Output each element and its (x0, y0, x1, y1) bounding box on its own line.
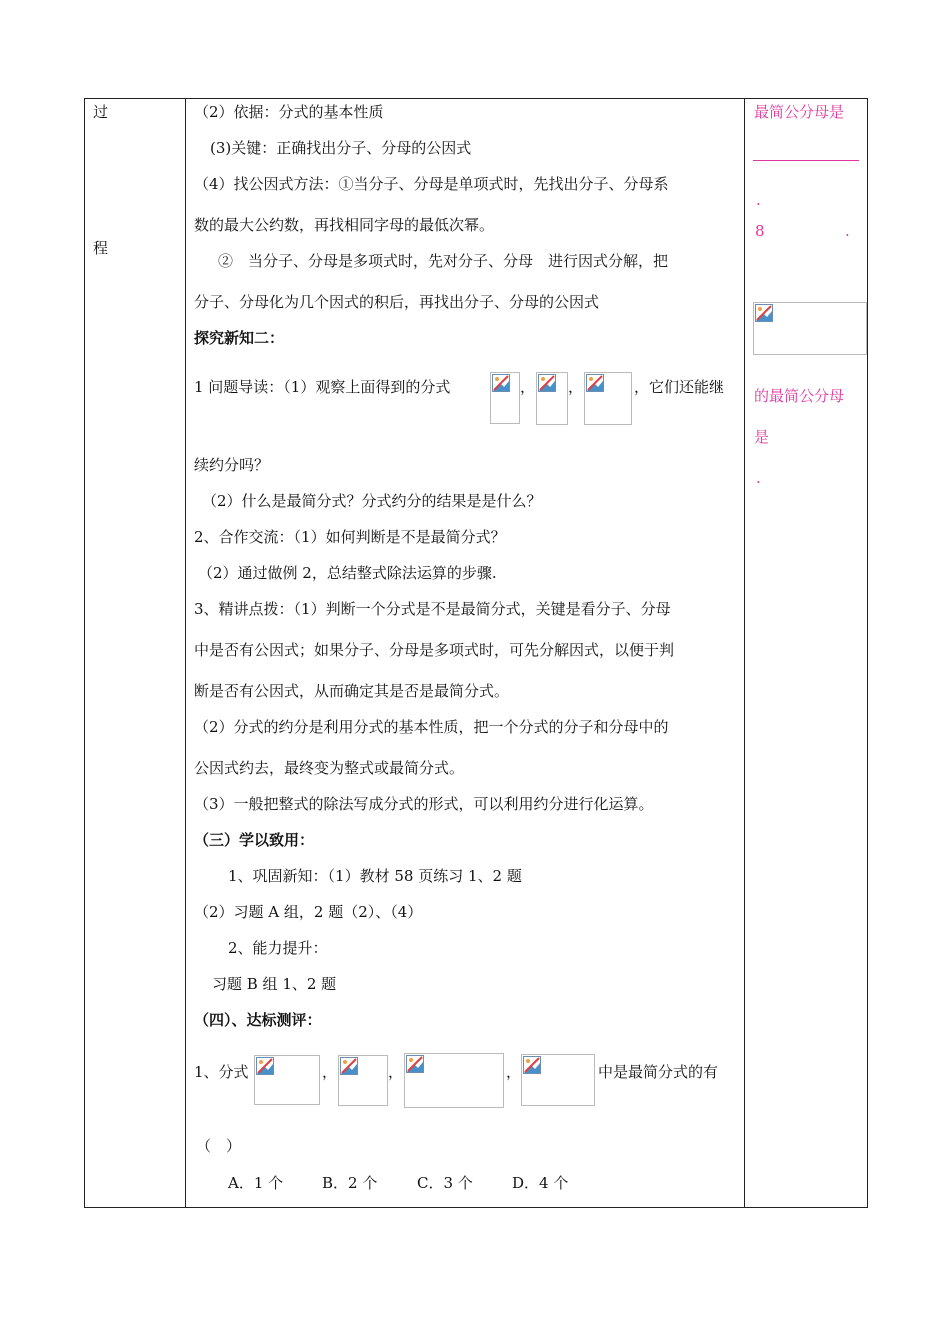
point-4: （2）分式的约分是利用分式的基本性质，把一个分式的分子和分母中的 (194, 718, 669, 736)
note-dot: . (845, 222, 850, 240)
note-shi: 是 (754, 428, 770, 446)
test-1-tail: 中是最简分式的有 (598, 1063, 719, 1081)
apply-3: 2、能力提升： (228, 939, 328, 957)
point-3: 断是否有公因式，从而确定其是否是最简分式。 (194, 682, 510, 700)
broken-image-icon (492, 374, 510, 392)
broken-image-icon (538, 374, 556, 392)
formula-image (490, 372, 520, 424)
note-dot-2: . (756, 469, 761, 487)
apply-1: 1、巩固新知：（1）教材 58 页练习 1、2 题 (228, 867, 522, 885)
question-1-text: 1 问题导读：（1）观察上面得到的分式 (194, 378, 451, 396)
question-1-cont: 续约分吗？ (194, 456, 270, 474)
heading-apply: （三）学以致用： (194, 831, 315, 849)
comma: ， (322, 1063, 338, 1081)
point-1: 3、精讲点拨：（1）判断一个分式是不是最简分式，关键是看分子、分母 (194, 600, 671, 618)
option-b: B．2 个 (322, 1174, 378, 1192)
point-2: 中是否有公因式；如果分子、分母是多项式时，可先分解因式，以便于判 (194, 641, 675, 659)
line-method-2: 数的最大公约数，再找相同字母的最低次幂。 (194, 216, 495, 234)
heading-explore-2: 探究新知二： (194, 329, 285, 347)
comma: ， (568, 378, 584, 396)
heading-test: （四）、达标测评： (194, 1011, 322, 1029)
comma: ， (520, 378, 536, 396)
answer-paren: （ ） (196, 1137, 242, 1155)
line-method-1: （4）找公因式方法：①当分子、分母是单项式时，先找出分子、分母系 (194, 175, 669, 193)
line-key: (3)关键：正确找出分子、分母的公因式 (210, 139, 472, 157)
point-6: （3）一般把整式的除法写成分式的形式，可以利用约分进行化运算。 (194, 795, 654, 813)
label-cheng: 程 (93, 239, 109, 257)
note-lcd-2: 的最简公分母 (754, 387, 845, 405)
point-5: 公因式约去，最终变为整式或最简分式。 (194, 759, 465, 777)
comma: ， (388, 1063, 404, 1081)
formula-image (254, 1055, 320, 1105)
option-c: C．3 个 (417, 1174, 473, 1192)
note-lcd-label: 最简公分母是 (754, 103, 845, 121)
broken-image-icon (586, 374, 604, 392)
option-a: A．1 个 (228, 1174, 284, 1192)
broken-image-icon (340, 1057, 358, 1075)
broken-image-icon (256, 1057, 274, 1075)
comma: ， (506, 1063, 522, 1081)
question-2: （2）什么是最简分式？分式约分的结果是是什么？ (202, 492, 542, 510)
line-basis: （2）依据：分式的基本性质 (194, 103, 384, 121)
note-eight: 8 (755, 222, 765, 240)
note-dot: . (756, 191, 761, 209)
line-method-4: 分子、分母化为几个因式的积后，再找出分子、分母的公因式 (194, 293, 600, 311)
cooperate-2: （2）通过做例 2，总结整式除法运算的步骤. (198, 564, 497, 582)
question-1-tail: ，它们还能继 (634, 378, 725, 396)
line-method-3: ② 当分子、分母是多项式时，先对分子、分母 进行因式分解，把 (218, 252, 669, 270)
blank-underline (753, 160, 859, 161)
apply-2: （2）习题 A 组，2 题（2）、（4） (194, 903, 423, 921)
test-1-text: 1、分式 (194, 1063, 249, 1081)
label-guo: 过 (93, 103, 109, 121)
formula-image (584, 372, 632, 425)
column-divider-right (744, 99, 745, 1207)
formula-image (536, 372, 568, 425)
apply-4: 习题 B 组 1、2 题 (212, 975, 337, 993)
formula-image (404, 1053, 504, 1108)
formula-image (338, 1055, 388, 1106)
option-d: D．4 个 (512, 1174, 569, 1192)
column-divider-left (185, 99, 186, 1207)
cooperate-1: 2、合作交流：（1）如何判断是不是最简分式？ (194, 528, 506, 546)
formula-image (521, 1054, 595, 1106)
broken-image-icon (755, 304, 773, 322)
broken-image-icon (406, 1055, 424, 1073)
broken-image-icon (523, 1056, 541, 1074)
formula-image (753, 302, 867, 355)
